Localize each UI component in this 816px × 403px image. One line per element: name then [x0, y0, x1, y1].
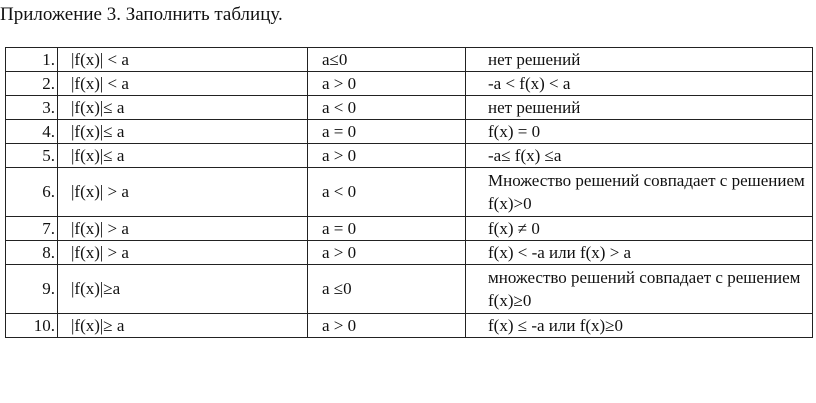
parameter-cell: a = 0	[308, 120, 466, 144]
condition-cell: |f(x)| > a	[58, 217, 308, 241]
row-number-cell: 1.	[6, 48, 58, 72]
table-row	[6, 265, 813, 314]
parameter-cell: a > 0	[308, 241, 466, 265]
row-number-cell: 5.	[6, 144, 58, 168]
condition-cell: |f(x)|≥a	[58, 265, 308, 314]
answer-cell: f(x) < -a или f(x) > a	[466, 241, 813, 265]
row-number-cell: 3.	[6, 96, 58, 120]
row-number-cell: 6.	[6, 168, 58, 217]
parameter-cell: a ≤0	[308, 265, 466, 314]
parameter-cell: a > 0	[308, 144, 466, 168]
answer-cell: f(x) = 0	[466, 120, 813, 144]
condition-cell: |f(x)| > a	[58, 241, 308, 265]
table-row	[6, 241, 813, 265]
table-row	[6, 217, 813, 241]
row-number-cell: 7.	[6, 217, 58, 241]
answer-cell: -a≤ f(x) ≤a	[466, 144, 813, 168]
inequality-table	[5, 47, 813, 338]
condition-cell: |f(x)| < a	[58, 72, 308, 96]
parameter-cell: a < 0	[308, 96, 466, 120]
answer-cell: f(x) ≤ -a или f(x)≥0	[466, 314, 813, 338]
answer-cell: множество решений совпадает с решением f(x)≥0	[466, 265, 813, 314]
parameter-cell: a > 0	[308, 72, 466, 96]
table-row	[6, 48, 813, 72]
table-row	[6, 314, 813, 338]
row-number-cell: 9.	[6, 265, 58, 314]
row-number-cell: 8.	[6, 241, 58, 265]
condition-cell: |f(x)| > a	[58, 168, 308, 217]
condition-cell: |f(x)|≤ a	[58, 144, 308, 168]
table-row	[6, 96, 813, 120]
row-number-cell: 10.	[6, 314, 58, 338]
table-row	[6, 120, 813, 144]
parameter-cell: a = 0	[308, 217, 466, 241]
row-number-cell: 2.	[6, 72, 58, 96]
parameter-cell: a≤0	[308, 48, 466, 72]
table-row	[6, 72, 813, 96]
answer-cell: -a < f(x) < a	[466, 72, 813, 96]
condition-cell: |f(x)|≤ a	[58, 120, 308, 144]
row-number-cell: 4.	[6, 120, 58, 144]
page-title: Приложение 3. Заполнить таблицу.	[0, 4, 283, 25]
parameter-cell: a > 0	[308, 314, 466, 338]
answer-cell: нет решений	[466, 48, 813, 72]
answer-cell: Множество решений совпадает с решением f(x)>0	[466, 168, 813, 217]
condition-cell: |f(x)|≤ a	[58, 96, 308, 120]
table-body	[6, 48, 813, 338]
condition-cell: |f(x)| < a	[58, 48, 308, 72]
answer-cell: нет решений	[466, 96, 813, 120]
table-row	[6, 144, 813, 168]
parameter-cell: a < 0	[308, 168, 466, 217]
condition-cell: |f(x)|≥ a	[58, 314, 308, 338]
answer-cell: f(x) ≠ 0	[466, 217, 813, 241]
table-row	[6, 168, 813, 217]
